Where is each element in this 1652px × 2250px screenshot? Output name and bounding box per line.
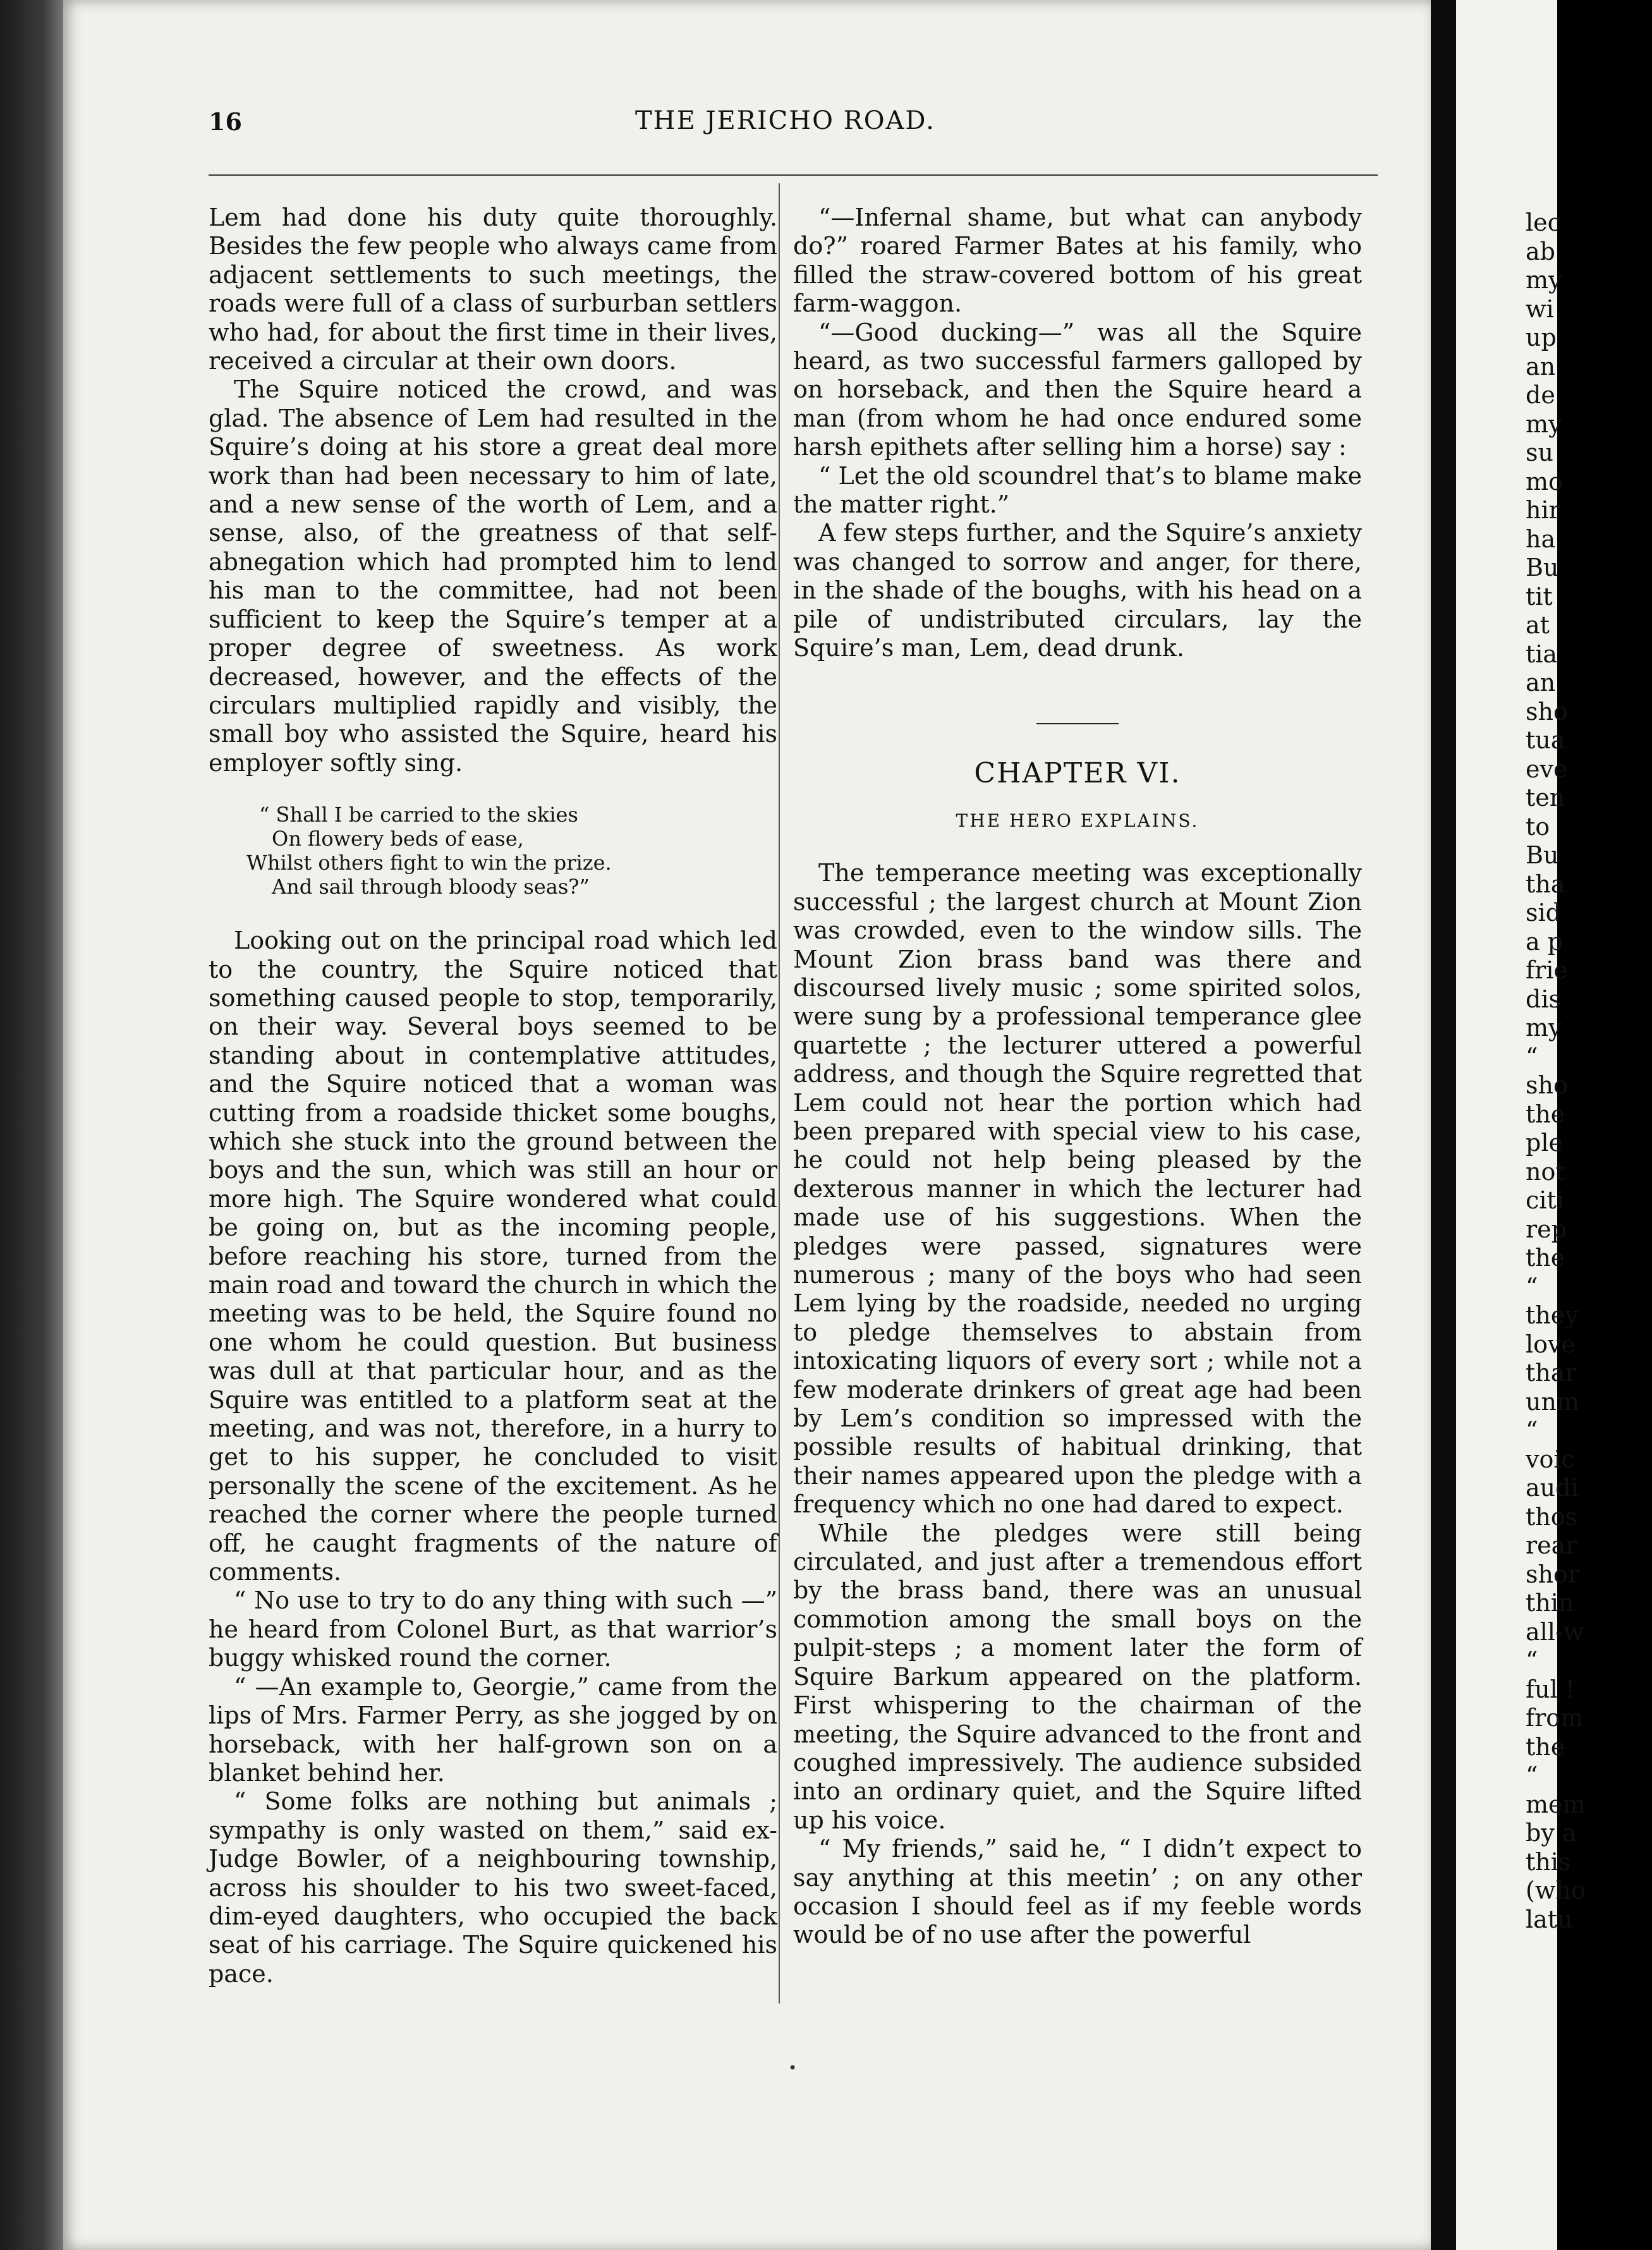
fragment-line: rep (1526, 1215, 1567, 1243)
fragment-line: sho (1526, 697, 1568, 726)
fragment-line: wi (1526, 295, 1554, 323)
fragment-line: the (1526, 1732, 1565, 1761)
paragraph: “ My friends,” said he, “ I didn’t expect to say anything at this meetin’ ; on any other occasion I should feel as if my feeble words would be of no use after the powerful (793, 1835, 1362, 1949)
fragment-line: Bu (1526, 841, 1559, 869)
right-column (793, 204, 1362, 1950)
poem-line: On flowery beds of ease, (272, 827, 524, 851)
running-head: THE JERICHO ROAD. (635, 106, 935, 135)
paragraph: Looking out on the principal road which led to the country, the Squire noticed that something caused people to stop, temporarily, on their way. Several boys seemed to be standing about in contemplative attitudes, and the Squire noticed that a woman was cutting from a roadside thicket some boughs, which she stuck into the ground between the boys and the sun, which was still an hour or more high. The Squire wondered what could be going on, but as the incoming people, before reaching his store, turned from the main road and toward the church in which the meeting was to be held, the Squire found no one whom he could question. But business was dull at that particular hour, and as the Squire was entitled to a platform seat at the meeting, and was not, therefore, in a hurry to get to his supper, he concluded to visit personally the scene of the excitement. As he reached the corner where the people turned off, he caught fragments of the nature of comments. (209, 927, 777, 1586)
fragment-line: sho (1526, 1071, 1568, 1099)
fragment-line: my (1526, 410, 1562, 438)
fragment-line: hir (1526, 496, 1560, 524)
paragraph: “ Some folks are nothing but animals ; sympathy is only wasted on them,” said ex-Judge Bowler, of a neighbouring township, across his shoulder to his two sweet-faced, dim-eyed daughters, who occupied the back seat of his carriage. The Squire quickened his pace. (209, 1787, 777, 1988)
left-column (209, 204, 777, 1988)
fragment-line: thar (1526, 1359, 1577, 1387)
paragraph: “ Let the old scoundrel that’s to blame make the matter right.” (793, 461, 1362, 519)
fragment-line: audi (1526, 1474, 1579, 1502)
fragment-line: ab (1526, 237, 1555, 265)
fragment-line: rear (1526, 1531, 1577, 1559)
page-number: 16 (209, 107, 242, 136)
fragment-line: an (1526, 352, 1556, 380)
adjacent-page (1456, 0, 1586, 2250)
fragment-line: thin (1526, 1589, 1574, 1617)
fragment-line: “ (1526, 1042, 1538, 1071)
fragment-line: latu (1526, 1905, 1573, 1933)
paragraph: “—Good ducking—” was all the Squire heard, as two successful farmers galloped by on horseback, and then the Squire heard a man (from whom he had once endured some harsh epithets after selling him a horse) say : (793, 318, 1362, 461)
footer-mark: • (788, 2059, 798, 2077)
fragment-line: ful ! (1526, 1675, 1576, 1703)
fragment-line: all-w (1526, 1617, 1584, 1646)
page-edge-gap (1431, 0, 1456, 2250)
fragment-line: sid (1526, 899, 1561, 927)
fragment-line: tia (1526, 640, 1558, 668)
fragment-line: the (1526, 1244, 1565, 1272)
paragraph: “—Infernal shame, but what can anybody do?” roared Farmer Bates at his family, who filled the straw-covered bottom of his great farm-waggon. (793, 204, 1362, 318)
fragment-line: Bu (1526, 554, 1559, 581)
fragment-line: not (1526, 1157, 1565, 1186)
fragment-line: my (1526, 266, 1562, 294)
fragment-line: up (1526, 324, 1557, 351)
fragment-line: frie (1526, 956, 1568, 984)
fragment-line: to (1526, 812, 1550, 841)
adjacent-page-text (1526, 209, 1652, 1934)
fragment-line: “ (1526, 1761, 1538, 1789)
header-rule (209, 174, 1378, 176)
fragment-line: by a (1526, 1819, 1577, 1847)
poem-line: “ Shall I be carried to the skies (259, 803, 578, 827)
fragment-line: ha (1526, 525, 1556, 553)
poem-line: And sail through bloody seas?” (272, 875, 590, 899)
fragment-line: su (1526, 439, 1553, 466)
chapter-subtitle: THE HERO EXPLAINS. (956, 810, 1200, 831)
fragment-line: tha (1526, 870, 1565, 898)
fragment-line: my (1526, 1014, 1562, 1042)
fragment-line: (who (1526, 1876, 1586, 1904)
fragment-line: mem (1526, 1790, 1586, 1818)
paragraph: A few steps further, and the Squire’s anxiety was changed to sorrow and anger, for there, in the shade of the boughs, with his head on a pile of undistributed circulars, lay the Squire’s man, Lem, dead drunk. (793, 519, 1363, 662)
paragraph: “ —An example to, Georgie,” came from the lips of Mrs. Farmer Perry, as she jogged by on horseback, with her half-grown son on a blanket behind her. (209, 1672, 777, 1787)
fragment-line: the (1526, 1100, 1565, 1128)
fragment-line: mo (1526, 467, 1563, 496)
fragment-line: lec (1526, 209, 1561, 236)
fragment-line: unm (1526, 1387, 1579, 1416)
paragraph: The Squire noticed the crowd, and was glad. The absence of Lem had resulted in the Squire’s doing at his store a great deal more work than had been necessary to him of late, and a new sense of the worth of Lem, and a sense, also, of the greatness of that self-abnegation which had prompted him to lend his man to the committee, had not been sufficient to keep the Squire’s temper at a proper degree of sweetness. As work decreased, however, and the effects of the circulars multiplied rapidly and visibly, the small boy who assisted the Squire, heard his employer softly sing. (209, 375, 777, 777)
fragment-line: voic (1526, 1445, 1575, 1473)
fragment-line: they (1526, 1301, 1579, 1329)
fragment-line: at (1526, 611, 1550, 639)
paragraph: “ No use to try to do any thing with such —” he heard from Colonel Burt, as that warrior’s buggy whisked round the corner. (209, 1586, 777, 1672)
fragment-line: de (1526, 381, 1555, 409)
fragment-line: from (1526, 1704, 1584, 1732)
fragment-line: an (1526, 669, 1556, 696)
fragment-line: love (1526, 1330, 1576, 1358)
column-divider (779, 183, 780, 2004)
fragment-line: a p (1526, 927, 1564, 956)
paragraph: Lem had done his duty quite thoroughly. Besides the few people who always came from adjacent settlements to such meetings, the roads were full of a class of surburban settlers who had, for about the first time in their lives, received a circular at their own doors. (209, 204, 777, 375)
fragment-line: ten (1526, 784, 1565, 812)
fragment-line: ple (1526, 1129, 1563, 1157)
section-rule (1036, 723, 1119, 724)
paragraph: While the pledges were still being circulated, and just after a tremendous effort by the brass band, there was an unusual commotion among the small boys on the pulpit-steps ; a moment later the form of Squire Barkum appeared on the platform. First whispering to the chairman of the meeting, the Squire advanced to the front and coughed impressively. The audience subsided into an ordinary quiet, and the Squire lifted up his voice. (793, 1519, 1362, 1834)
fragment-line: this (1526, 1847, 1571, 1876)
fragment-line: citi (1526, 1186, 1564, 1214)
fragment-line: thos (1526, 1502, 1578, 1531)
poem-quotation (246, 803, 777, 899)
fragment-line: “ (1526, 1272, 1538, 1301)
paragraph: The temperance meeting was exceptionally successful ; the largest church at Mount Zion was crowded, even to the window sills. The Mount Zion brass band was there and discoursed lively music ; some spirited solos, were sung by a professional temperance glee quartette ; the lecturer uttered a powerful address, and though the Squire regretted that Lem could not hear the portion which had been prepared with special view to his case, he could not help being pleased by the dexterous manner in which the lecturer had made use of his suggestions. When the pledges were passed, signatures were numerous ; many of the boys who had seen Lem lying by the roadside, needed no urging to pledge themselves to abstain from intoxicating liquors of every sort ; while not a few moderate drinkers of great age had been by Lem’s condition so impressed with the possible results of habitual drinking, that their names appeared upon the pledge with a frequency which no one had dared to expect. (793, 859, 1362, 1519)
fragment-line: shor (1526, 1560, 1580, 1588)
fragment-line: tua (1526, 726, 1565, 754)
fragment-line: “ (1526, 1646, 1538, 1674)
fragment-line: “ (1526, 1416, 1538, 1444)
chapter-title: CHAPTER VI. (974, 757, 1181, 789)
fragment-line: eve (1526, 755, 1568, 783)
fragment-line: tit (1526, 582, 1553, 611)
fragment-line: dis (1526, 985, 1561, 1013)
poem-line: Whilst others fight to win the prize. (246, 851, 612, 875)
